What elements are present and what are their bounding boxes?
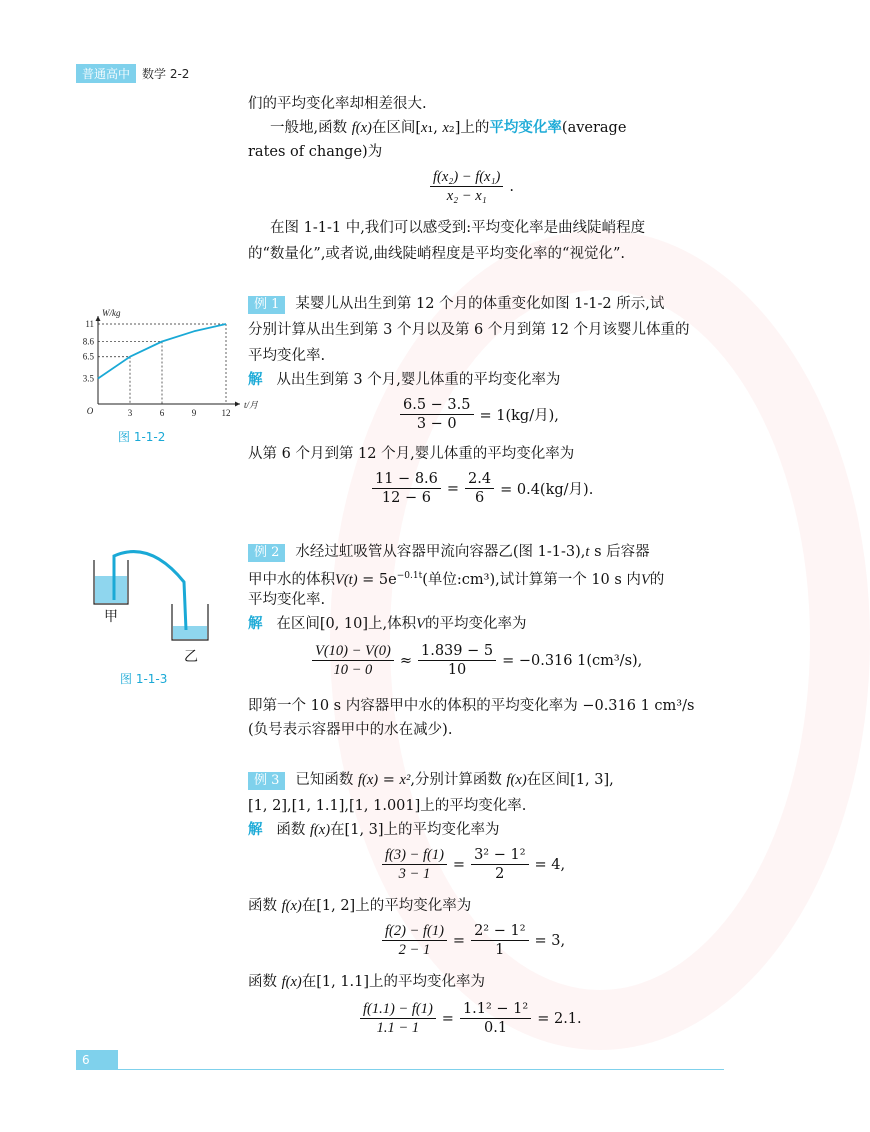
example-tag: 例 3	[248, 772, 285, 790]
paragraph-text: ₂]上的	[448, 120, 490, 136]
paragraph-text: 在区间[1, 3],	[526, 772, 614, 788]
example-2-line-1	[248, 540, 728, 564]
paragraph-text: 函数	[276, 822, 306, 838]
formula-tail: = 3,	[534, 932, 566, 949]
math-fx: f(x)	[358, 772, 379, 788]
origin-label: O	[86, 406, 94, 416]
formula-tail: = 0.4(kg/月).	[500, 482, 594, 498]
solution-3-line-3	[248, 970, 728, 994]
fraction	[460, 1000, 531, 1037]
math-fx: f(x)	[281, 898, 302, 914]
numerator: 1.839 − 5	[418, 642, 496, 661]
denominator: 2 − 1	[398, 942, 431, 958]
x-tick-label: 9	[191, 408, 197, 418]
math-vt: V(t)	[335, 571, 358, 588]
fraction	[465, 470, 494, 507]
solution-2-line-2	[248, 694, 728, 718]
numerator: f(x₂) − f(x₁)	[430, 168, 503, 187]
x-axis-label: t/月	[244, 400, 259, 410]
paragraph-text: 的平均变化率为	[425, 616, 527, 632]
formula-2	[372, 470, 593, 507]
paragraph-text: 在区间[0, 10]上,体积	[276, 616, 417, 632]
numerator: 6.5 − 3.5	[400, 396, 474, 415]
page-number: 6	[76, 1050, 118, 1070]
example-3-line-2	[248, 794, 728, 818]
math-v: V	[416, 616, 426, 632]
paragraph-text: [1, 2],[1, 1.1],[1, 1.001]上的平均变化率.	[248, 798, 527, 814]
math-sub: ₁,	[427, 120, 443, 136]
formula-average-rate	[430, 168, 514, 205]
denominator: 3 − 1	[398, 866, 431, 882]
fraction	[382, 846, 447, 883]
example-2-line-3	[248, 588, 728, 612]
denominator: 2	[495, 866, 505, 882]
figure-caption: 图 1-1-3	[120, 672, 168, 686]
math-expr: = 5e	[362, 571, 397, 588]
y-axis-label: W/kg	[102, 308, 121, 318]
paragraph-text: (负号表示容器甲中的水在减少).	[248, 722, 453, 738]
math-fx: f(x)	[309, 822, 331, 838]
denominator: 1	[495, 942, 505, 958]
formula-1	[400, 396, 559, 433]
paragraph-text: 们的平均变化率却相差很大.	[248, 96, 427, 112]
numerator: 11 − 8.6	[372, 470, 441, 489]
solution-label: 解	[248, 371, 263, 388]
y-tick-label: 11	[85, 319, 94, 329]
denominator: 1.1 − 1	[376, 1020, 420, 1036]
math-x-squared: x²	[399, 772, 411, 788]
footer-rule	[118, 1069, 724, 1070]
fraction	[471, 922, 528, 959]
formula-3	[312, 642, 642, 679]
y-tick-label: 3.5	[82, 373, 94, 384]
paragraph-text: 在[1, 2]上的平均变化率为	[301, 898, 472, 914]
numerator: f(2) − f(1)	[382, 922, 447, 941]
paragraph-2-line-2	[248, 140, 728, 164]
paragraph-text: rates of change)为	[248, 144, 383, 160]
formula-5	[382, 922, 565, 959]
denominator: x₂ − x₁	[446, 188, 487, 204]
paragraph-1	[248, 92, 728, 116]
solution-2-line-3	[248, 718, 728, 742]
paragraph-text: 即第一个 10 s 内容器甲中水的体积的平均变化率为 −0.316 1 cm³/s	[248, 698, 695, 714]
formula-4	[382, 846, 565, 883]
paragraph-text: s 后容器	[594, 544, 650, 560]
equals: =	[382, 772, 395, 788]
paragraph-text: 已知函数	[295, 772, 354, 788]
formula-6	[360, 1000, 582, 1037]
fraction	[400, 396, 474, 433]
x-axis-arrow	[235, 402, 240, 407]
example-tag: 例 2	[248, 544, 285, 562]
denominator: 3 − 0	[416, 416, 457, 432]
header-series-badge: 普通高中	[76, 64, 136, 83]
math-v: V	[640, 571, 650, 588]
header-book-title: 数学 2-2	[142, 67, 190, 81]
water-a	[95, 576, 127, 603]
paragraph-text: 的	[649, 571, 665, 588]
numerator: 2² − 1²	[471, 922, 528, 941]
container-b-label: 乙	[184, 649, 198, 665]
solution-2-line-1	[248, 612, 728, 636]
equals: =	[446, 480, 460, 497]
paragraph-text: 甲中水的体积	[248, 571, 335, 588]
math-x: x	[421, 120, 428, 136]
paragraph-text: (average	[561, 120, 627, 136]
paragraph-text: 平均变化率.	[248, 592, 326, 608]
paragraph-text: 水经过虹吸管从容器甲流向容器乙(图 1-1-3),	[295, 544, 586, 560]
solution-3-line-2	[248, 894, 728, 918]
paragraph-text: 平均变化率.	[248, 348, 326, 364]
numerator: V(10) − V(0)	[312, 642, 394, 661]
paragraph-text: 在[1, 3]上的平均变化率为	[330, 822, 500, 838]
equals: =	[452, 856, 466, 873]
paragraph-text: 分别计算从出生到第 3 个月以及第 6 个月到第 12 个月该婴儿体重的	[248, 322, 690, 338]
container-a-label: 甲	[104, 609, 118, 625]
formula-tail: = 1(kg/月),	[479, 408, 559, 424]
approx-sign: ≈	[399, 652, 412, 669]
paragraph-text: 一般地,函数	[270, 120, 348, 136]
denominator: 10	[447, 662, 467, 678]
y-axis-arrow	[96, 316, 101, 321]
example-tag: 例 1	[248, 296, 285, 314]
fraction	[360, 1000, 436, 1037]
example-1-line-3	[248, 344, 728, 368]
equals: =	[441, 1010, 454, 1027]
fraction	[312, 642, 394, 679]
solution-3-line-1	[248, 818, 728, 842]
water-b	[173, 626, 207, 639]
paragraph-text: (单位:cm³),试计算第一个 10 s 内	[422, 571, 641, 588]
formula-tail: = −0.316 1(cm³/s),	[502, 652, 643, 669]
fraction	[471, 846, 528, 883]
key-term: 平均变化率	[489, 119, 562, 136]
numerator: 1.1² − 1²	[460, 1000, 531, 1019]
math-x: x	[442, 120, 449, 136]
paragraph-text: 函数	[248, 974, 277, 990]
y-tick-label: 8.6	[82, 336, 94, 347]
numerator: 3² − 1²	[471, 846, 528, 865]
running-header	[76, 64, 189, 83]
denominator: 12 − 6	[381, 490, 431, 506]
paragraph-text: 从出生到第 3 个月,婴儿体重的平均变化率为	[276, 372, 561, 388]
fraction	[372, 470, 441, 507]
example-1-line-1	[248, 292, 728, 316]
solution-label: 解	[248, 615, 263, 632]
paragraph-text: 在图 1-1-1 中,我们可以感受到:平均变化率是曲线陡峭程度	[270, 220, 646, 236]
fraction	[430, 168, 503, 205]
math-fx: f(x)	[351, 120, 372, 136]
formula-tail: .	[509, 178, 514, 195]
numerator: 2.4	[465, 470, 494, 489]
equals: =	[452, 932, 466, 949]
fraction	[418, 642, 496, 679]
x-tick-label: 6	[159, 408, 165, 418]
paragraph-text: 在区间[	[371, 120, 422, 136]
paragraph-text: ,分别计算函数	[410, 772, 502, 788]
x-tick-label: 12	[221, 408, 231, 418]
denominator: 6	[474, 490, 485, 506]
example-3-line-1	[248, 768, 728, 792]
math-t: t	[585, 544, 590, 560]
numerator: f(1.1) − f(1)	[360, 1000, 436, 1019]
fraction	[382, 922, 447, 959]
solution-label: 解	[248, 821, 263, 838]
denominator: 10 − 0	[333, 662, 373, 678]
paragraph-3-line-2	[248, 242, 728, 266]
example-1-line-2	[248, 318, 728, 342]
formula-tail: = 4,	[534, 856, 566, 873]
figure-caption: 图 1-1-2	[118, 430, 166, 444]
paragraph-text: 某婴儿从出生到第 12 个月的体重变化如图 1-1-2 所示,试	[295, 296, 665, 312]
paragraph-text: 从第 6 个月到第 12 个月,婴儿体重的平均变化率为	[248, 446, 575, 462]
formula-tail: = 2.1.	[537, 1010, 582, 1027]
x-tick-label: 3	[127, 408, 133, 418]
y-tick-label: 6.5	[82, 351, 94, 362]
paragraph-text: 函数	[248, 898, 277, 914]
denominator: 0.1	[484, 1020, 508, 1036]
numerator: f(3) − f(1)	[382, 846, 447, 865]
math-fx: f(x)	[281, 974, 302, 990]
paragraph-text: 的“数量化”,或者说,曲线陡峭程度是平均变化率的“视觉化”.	[248, 246, 625, 262]
paragraph-3-line-1	[270, 216, 750, 240]
weight-chart	[66, 308, 259, 428]
solution-1-line-1	[248, 368, 728, 392]
math-fx: f(x)	[506, 772, 527, 788]
paragraph-text: 在[1, 1.1]上的平均变化率为	[301, 974, 486, 990]
paragraph-2-line-1	[270, 116, 750, 140]
siphon-diagram	[90, 540, 220, 650]
math-exponent: −0.1t	[396, 571, 423, 581]
solution-1-line-2	[248, 442, 728, 466]
